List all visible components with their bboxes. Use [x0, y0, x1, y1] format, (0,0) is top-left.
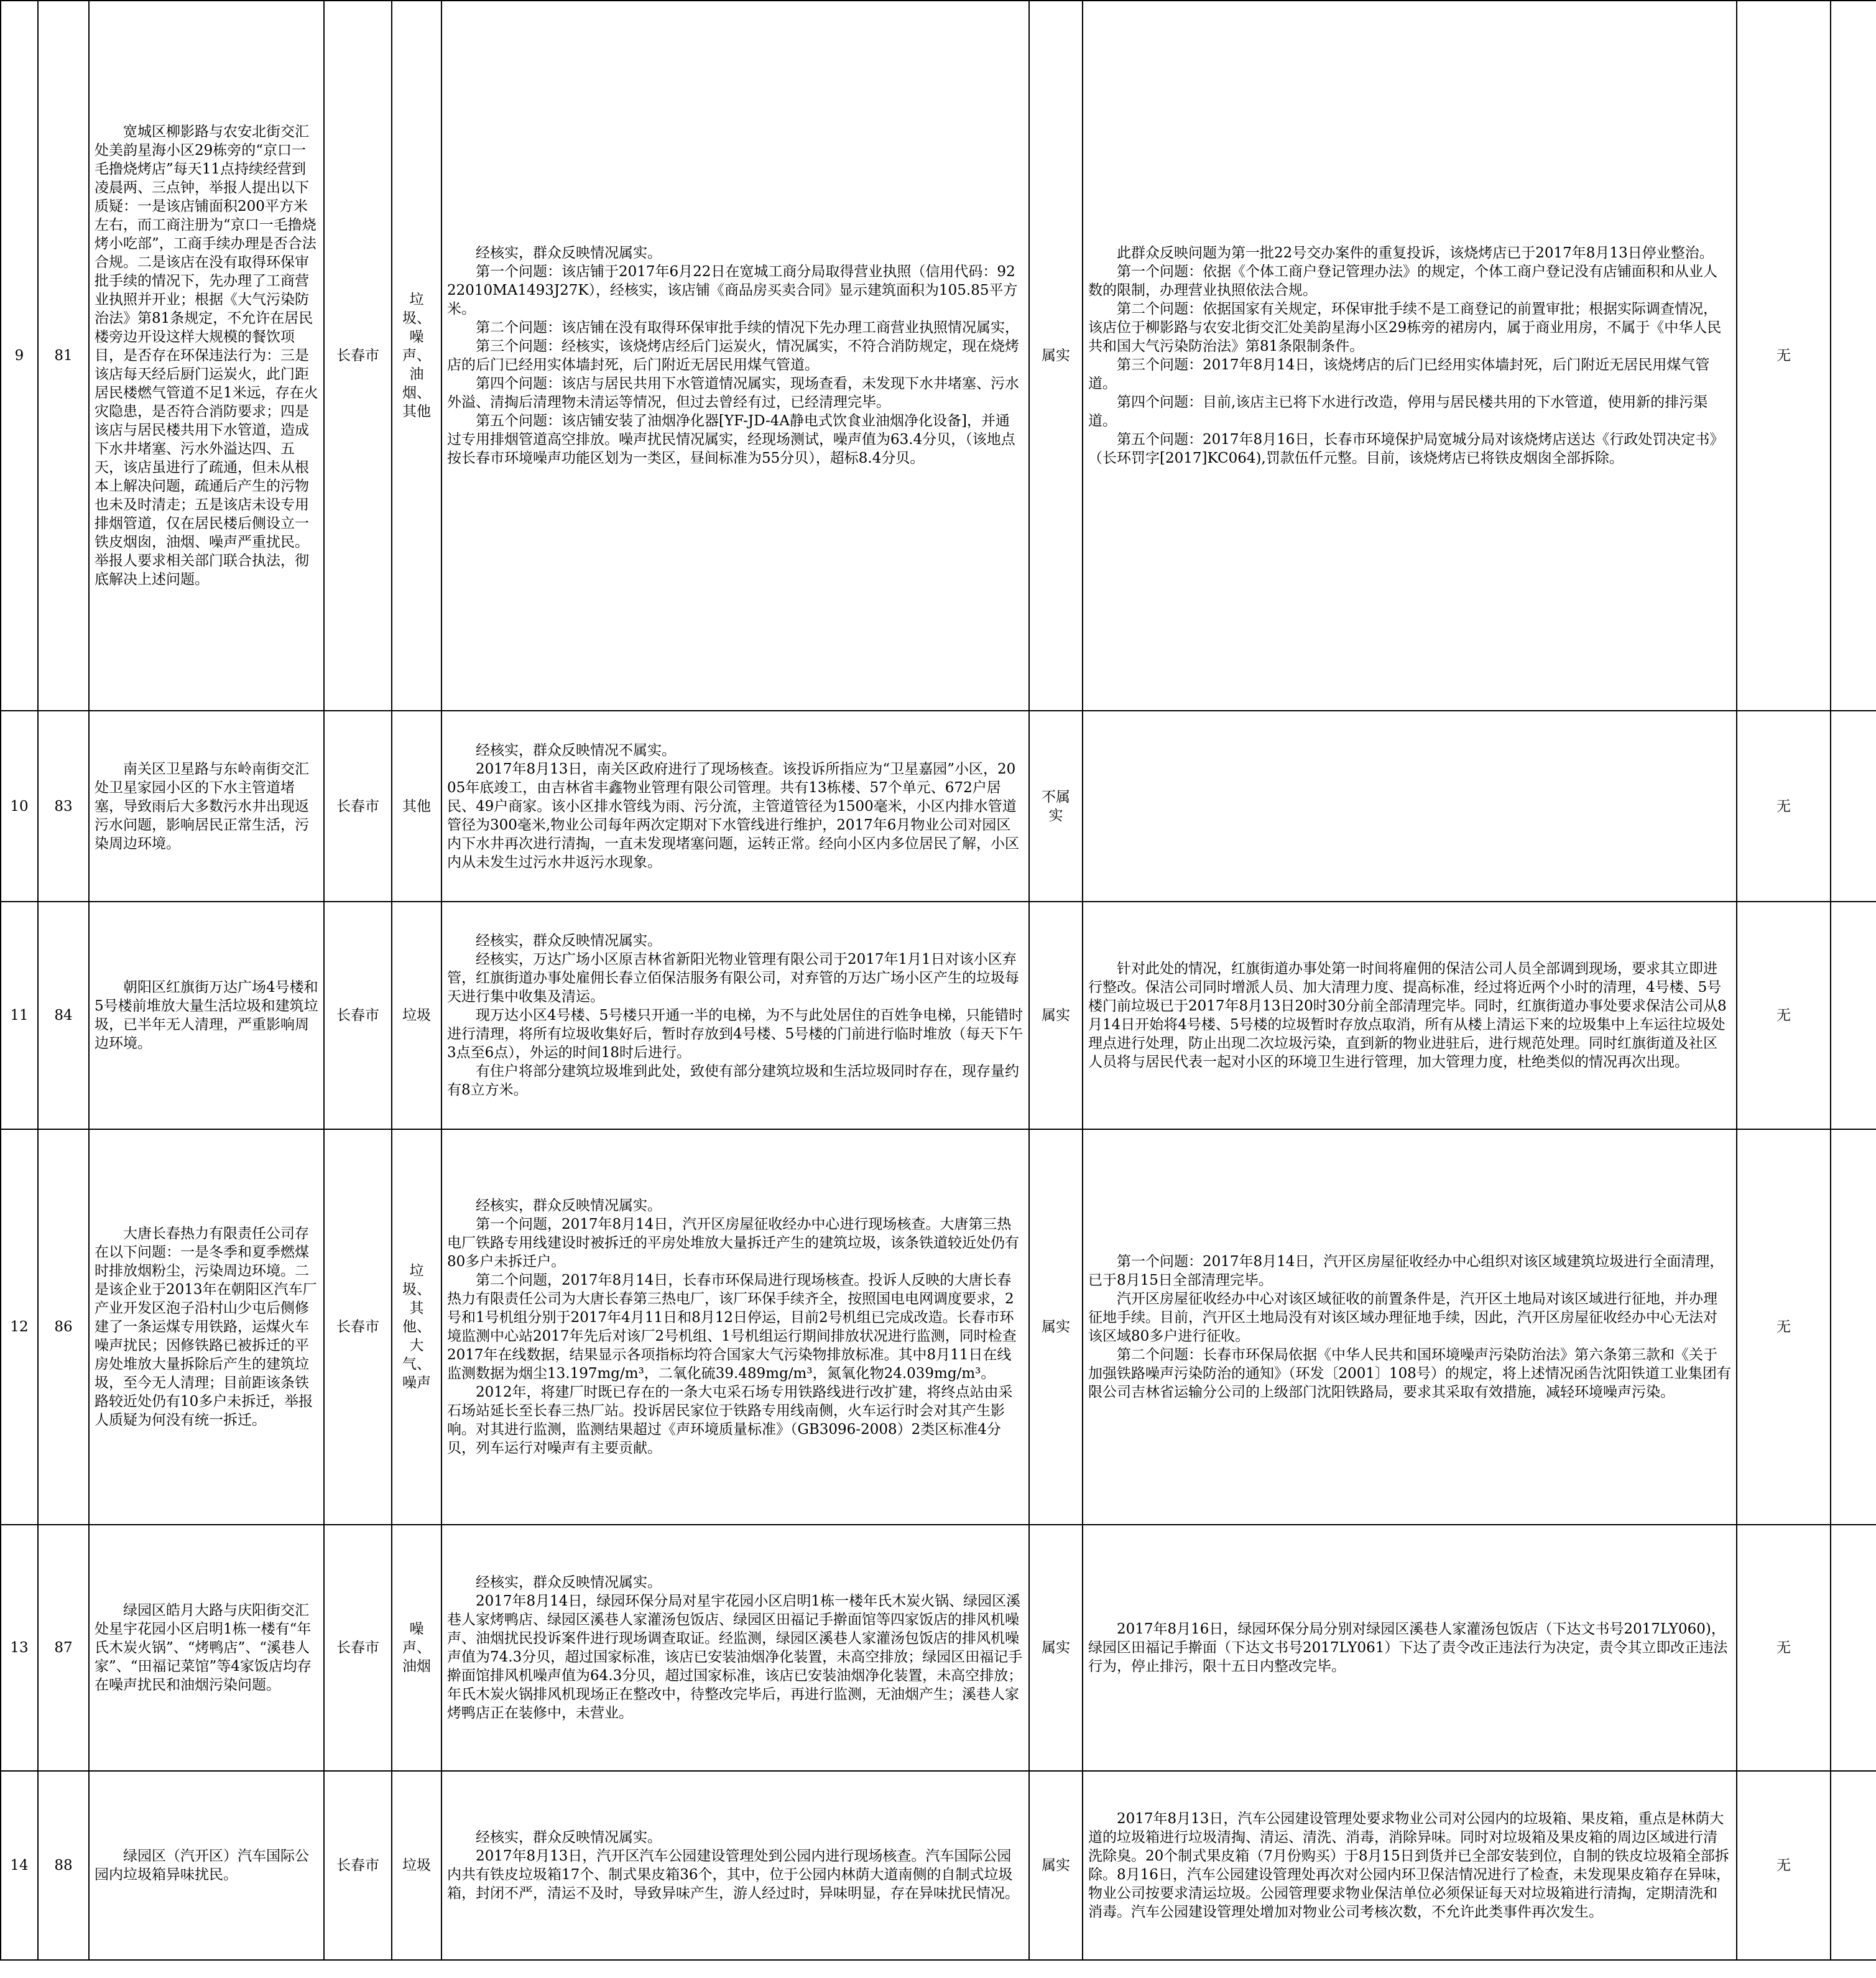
blank-cell: [1831, 1525, 1876, 1771]
table-row: [1, 1525, 1876, 1771]
row-index-cell: [1, 1, 38, 711]
verification-paragraph: 第一个问题：该店铺于2017年6月22日在宽城工商分局取得营业执照（信用代码：9222010MA1493J27K），经核实，该店铺《商品房买卖合同》显示建筑面积为105.85平方米。: [447, 264, 1018, 317]
city-cell: [324, 1525, 392, 1771]
verification-cell: [441, 1771, 1029, 1960]
complaint-cell: [89, 902, 324, 1129]
result-text: 不属实: [1042, 788, 1070, 824]
rectification-paragraph: 此群众反映问题为第一批22号交办案件的重复投诉，该烧烤店已于2017年8月13日停业整治。: [1117, 245, 1714, 261]
verification-paragraph: 第四个问题：该店与居民共用下水管道情况属实，现场查看，未发现下水井堵塞、污水外溢、清掏后清理物未清运等情况，但过去曾经有过，已经清理完毕。: [447, 376, 1019, 410]
table-row: [1, 1771, 1876, 1960]
pollution-type-text: 垃圾、其他、大气、噪声: [402, 1263, 431, 1391]
row-index-cell: [1, 711, 38, 902]
rectification-paragraph: 第五个问题：2017年8月16日，长春市环境保护局宽城分局对该烧烤店送达《行政处罚决定书》（长环罚字[2017]KC064),罚款伍仟元整。目前，该烧烤店已将铁皮烟囱全部拆除。: [1088, 432, 1724, 466]
result-text: 属实: [1042, 1857, 1070, 1874]
accountability-text: 无: [1777, 1857, 1791, 1874]
row-index: 14: [10, 1857, 29, 1874]
pollution-type-cell: [392, 1525, 441, 1771]
pollution-type-text: 垃圾、噪声、油烟、其他: [402, 292, 431, 420]
city-cell: [324, 1129, 392, 1525]
case-number-cell: [38, 1129, 89, 1525]
row-index-cell: [1, 1525, 38, 1771]
city-cell: [324, 1, 392, 711]
rectification-paragraph: 第四个问题：目前,该店主已将下水进行改造，停用与居民楼共用的下水管道，使用新的排污渠道。: [1088, 394, 1708, 429]
pollution-type-cell: [392, 902, 441, 1129]
accountability-text: 无: [1777, 1319, 1791, 1335]
verification-paragraph: 2017年8月13日，汽开区汽车公园建设管理处到公园内进行现场核查。汽车国际公园内共有铁皮垃圾箱17个、制式果皮箱36个，其中，位于公园内林荫大道南侧的自制式垃圾箱，封闭不严，清运不及时，导致异味产生，游人经过时，异味明显，存在异味扰民情况。: [447, 1848, 1019, 1902]
rectification-paragraph: 针对此处的情况，红旗街道办事处第一时间将雇佣的保洁公司人员全部调到现场，要求其立即进行整改。保洁公司同时增派人员、加大清理力度、提高标准，经过将近两个小时的清理，4号楼、5号楼门前垃圾已于2017年8月13日20时30分前全部清理完毕。同时，红旗街道办事处要求保洁公司从8月14日开始将4号楼、5号楼的垃圾暂时存放点取消，所有从楼上清运下来的垃圾集中上车运往垃圾处理点进行处理，防止出现二次垃圾污染，直到新的物业进驻后，进行规范处理。同时红旗街道及社区人员将与居民代表一起对小区的环境卫生进行管理，加大管理力度，杜绝类似的情况再次出现。: [1088, 961, 1727, 1070]
city-cell: [324, 902, 392, 1129]
result-cell: [1029, 1525, 1083, 1771]
accountability-text: 无: [1777, 1640, 1791, 1656]
city-cell: [324, 1771, 392, 1960]
city-text: 长春市: [336, 348, 379, 364]
verification-paragraph: 经核实，万达广场小区原吉林省新阳光物业管理有限公司于2017年1月1日对该小区弃管，红旗街道办事处雇佣长春立佰保洁服务有限公司，对弃管的万达广场小区产生的垃圾每天进行集中收集及清运。: [447, 951, 1019, 1005]
case-number-cell: [38, 1525, 89, 1771]
blank-cell: [1831, 1771, 1876, 1960]
complaint-cell: [89, 1, 324, 711]
accountability-cell: [1737, 711, 1831, 902]
blank-cell: [1831, 1, 1876, 711]
accountability-cell: [1737, 1525, 1831, 1771]
verification-cell: [441, 1525, 1029, 1771]
rectification-paragraph: 第三个问题：2017年8月14日，该烧烤店的后门已经用实体墙封死，后门附近无居民用煤气管道。: [1088, 357, 1710, 392]
row-index: 10: [10, 798, 29, 815]
pollution-type-text: 垃圾: [402, 1857, 431, 1874]
rectification-paragraph: 2017年8月16日，绿园环保分局分别对绿园区溪巷人家灌汤包饭店（下达文书号2017LY060)，绿园区田福记手擀面（下达文书号2017LY061）下达了责令改正违法行为决定，责令其立即改正违法行为，停止排污，限十五日内整改完毕。: [1088, 1621, 1728, 1675]
accountability-cell: [1737, 902, 1831, 1129]
row-index: 9: [14, 348, 24, 364]
accountability-text: 无: [1777, 798, 1791, 815]
rectification-cell: [1083, 1129, 1737, 1525]
rectification-cell: [1083, 1, 1737, 711]
result-cell: [1029, 1129, 1083, 1525]
complaint-text: 绿园区皓月大路与庆阳街交汇处星宇花园小区启明1栋一楼有“年氏木炭火锅”、“烤鸭店”、“溪巷人家”、“田福记菜馆”等4家饭店均存在噪声扰民和油烟污染问题。: [95, 1602, 312, 1693]
rectification-paragraph: 2017年8月13日，汽车公园建设管理处要求物业公司对公园内的垃圾箱、果皮箱，重点是林荫大道的垃圾箱进行垃圾清掏、清运、清洗、消毒，消除异味。同时对垃圾箱及果皮箱的周边区域进行清洗除臭。20个制式果皮箱（7月份购买）于8月15日到货并已全部安装到位，自制的铁皮垃圾箱全部拆除。8月16日，汽车公园建设管理处再次对公园内环卫保洁情况进行了检查，未发现果皮箱存在异味，物业公司按要求清运垃圾。公园管理要求物业保洁单位必须保证每天对垃圾箱进行清掏，定期清洗和消毒。汽车公园建设管理处增加对物业公司考核次数，不允许此类事件再次发生。: [1088, 1811, 1730, 1920]
accountability-cell: [1737, 1771, 1831, 1960]
complaint-cell: [89, 1525, 324, 1771]
case-number: 81: [54, 348, 73, 364]
verification-paragraph: 经核实，群众反映情况属实。: [476, 933, 662, 949]
row-index-cell: [1, 1771, 38, 1960]
result-cell: [1029, 711, 1083, 902]
result-cell: [1029, 1771, 1083, 1960]
verification-paragraph: 经核实，群众反映情况属实。: [476, 1574, 662, 1591]
pollution-type-text: 其他: [402, 798, 431, 815]
complaint-text: 绿园区（汽开区）汽车国际公园内垃圾箱异味扰民。: [95, 1848, 309, 1883]
row-index-cell: [1, 902, 38, 1129]
verification-paragraph: 第五个问题：该店铺安装了油烟净化器[YF-JD-4A静电式饮食业油烟净化设备]，并通过专用排烟管道高空排放。噪声扰民情况属实，经现场测试，噪声值为63.4分贝，（该地点按长春市环境噪声功能区划为一类区，昼间标准为55分贝），超标8.4分贝。: [447, 413, 1015, 466]
complaint-text: 宽城区柳影路与农安北街交汇处美韵星海小区29栋旁的“京口一毛撸烧烤店”每天11点持续经营到凌晨两、三点钟，举报人提出以下质疑：一是该店铺面积200平方米左右，而工商注册为“京口一毛撸烧烤小吃部”，工商手续办理是否合法合规。二是该店在没有取得环保审批手续的情况下，先办理了工商营业执照并开业；根据《大气污染防治法》第81条规定，不允许在居民楼旁边开设这样大规模的餐饮项目，是否存在环保违法行为：三是该店每天经后厨门运炭火，此门距居民楼燃气管道不足1米远，存在火灾隐患，是否符合消防要求；四是该店与居民楼共用下水管道，造成下水井堵塞、污水外溢达四、五天，该店虽进行了疏通，但未从根本上解决问题，疏通后产生的污物也未及时清走；五是该店未设专用排烟管道，仅在居民楼后侧设立一铁皮烟囱，油烟、噪声严重扰民。举报人要求相关部门联合执法，彻底解决上述问题。: [95, 124, 318, 588]
result-text: 属实: [1042, 348, 1070, 364]
complaint-text: 南关区卫星路与东岭南街交汇处卫星家园小区的下水主管道堵塞，导致雨后大多数污水井出现返污水问题，影响居民正常生活，污染周边环境。: [95, 760, 309, 852]
verification-paragraph: 第三个问题：经核实，该烧烤店经后门运炭火，情况属实，不符合消防规定，现在烧烤店的后门已经用实体墙封死，后门附近无居民用煤气管道。: [447, 338, 1019, 373]
row-index: 13: [10, 1640, 29, 1656]
verification-paragraph: 第二个问题，2017年8月14日，长春市环保局进行现场核查。投诉人反映的大唐长春热力有限责任公司为大唐长春第三热电厂，该厂环保手续齐全，按照国电电网调度要求，2号和1号机组分别于2017年4月11日和8月12日停运，目前2号机组已完成改造。长春市环境监测中心站2017年先后对该厂2号机组、1号机组运行期间排放状况进行监测，同时检查2017年在线数据，结果显示各项指标均符合国家大气污染物排放标准。其中8月11日在线监测数据为烟尘13.197mg/m³，二氧化硫39.489mg/m³，氮氧化物24.039mg/m³。: [447, 1272, 1017, 1382]
pollution-type-cell: [392, 1, 441, 711]
city-text: 长春市: [336, 1857, 379, 1874]
city-text: 长春市: [336, 1007, 379, 1024]
rectification-paragraph: 第二个问题：依据国家有关规定，环保审批手续不是工商登记的前置审批；根据实际调查情况，该店位于柳影路与农安北街交汇处美韵星海小区29栋旁的裙房内，属于商业用房，不属于《中华人民共和国大气污染防治法》第81条限制条件。: [1088, 301, 1722, 354]
rectification-paragraph: 汽开区房屋征收经办中心对该区域征收的前置条件是，汽开区土地局对该区域进行征地，并办理征地手续。目前，汽开区土地局没有对该区域办理征地手续，因此，汽开区房屋征收经办中心无法对该区域80多户进行征收。: [1088, 1291, 1717, 1344]
result-text: 属实: [1042, 1640, 1070, 1656]
complaint-text: 大唐长春热力有限责任公司存在以下问题：一是冬季和夏季燃煤时排放烟粉尘，污染周边环境。二是该企业于2013年在朝阳区汽车厂产业开发区泡子沿村山少屯后侧修建了一条运煤专用铁路，运煤火车噪声扰民；因修铁路已被拆迁的平房处堆放大量拆除后产生的建筑垃圾，至今无人清理；目前距该条铁路较近处仍有10多户未拆迁，举报人质疑为何没有统一拆迁。: [95, 1226, 317, 1428]
case-number: 86: [54, 1319, 73, 1335]
pollution-type-cell: [392, 1771, 441, 1960]
city-text: 长春市: [336, 1640, 379, 1656]
table-row: [1, 1, 1876, 711]
verification-paragraph: 2017年8月14日，绿园环保分局对星宇花园小区启明1栋一楼年氏木炭火锅、绿园区溪巷人家烤鸭店、绿园区溪巷人家灌汤包饭店、绿园区田福记手擀面馆等四家饭店的排风机噪声、油烟扰民投诉案件进行现场调查取证。经监测，绿园区溪巷人家灌汤包饭店的排风机噪声值为74.3分贝，超过国家标准，该店已安装油烟净化装置，未高空排放；绿园区田福记手擀面馆排风机噪声值为64.3分贝，超过国家标准，该店已安装油烟净化装置，未高空排放；年氏木炭火锅排风机现场正在整改中，待整改完毕后，再进行监测，无油烟产生；溪巷人家烤鸭店正在装修中，未营业。: [447, 1593, 1023, 1721]
blank-cell: [1831, 902, 1876, 1129]
complaint-text: 朝阳区红旗街万达广场4号楼和5号楼前堆放大量生活垃圾和建筑垃圾，已半年无人清理，严重影响周边环境。: [95, 979, 318, 1051]
table-row: [1, 902, 1876, 1129]
row-index-cell: [1, 1129, 38, 1525]
complaint-cell: [89, 711, 324, 902]
complaint-cell: [89, 1771, 324, 1960]
city-cell: [324, 711, 392, 902]
pollution-type-cell: [392, 1129, 441, 1525]
accountability-cell: [1737, 1, 1831, 711]
city-text: 长春市: [336, 1319, 379, 1335]
rectification-paragraph: 第一个问题：2017年8月14日，汽开区房屋征收经办中心组织对该区域建筑垃圾进行全面清理，已于8月15日全部清理完毕。: [1088, 1254, 1724, 1288]
verification-paragraph: 第二个问题：该店铺在没有取得环保审批手续的情况下先办理工商营业执照情况属实，: [476, 320, 1019, 336]
case-number-cell: [38, 1771, 89, 1960]
result-cell: [1029, 902, 1083, 1129]
case-number: 88: [54, 1857, 73, 1874]
verification-cell: [441, 1129, 1029, 1525]
rectification-paragraph: 第二个问题：长春市环保局依据《中华人民共和国环境噪声污染防治法》第六条第三款和《关于加强铁路噪声污染防治的通知》（环发〔2001〕108号）的规定，将上述情况函告沈阳铁道工业集团有限公司吉林省运输分公司的上级部门沈阳铁路局，要求其采取有效措施，减轻环境噪声污染。: [1088, 1347, 1731, 1400]
blank-cell: [1831, 711, 1876, 902]
rectification-paragraph: 第一个问题：依据《个体工商户登记管理办法》的规定，个体工商户登记没有店铺面积和从业人数的限制，办理营业执照依法合规。: [1088, 264, 1717, 298]
case-number-cell: [38, 902, 89, 1129]
rectification-cell: [1083, 711, 1737, 902]
verification-paragraph: 经核实，群众反映情况属实。: [476, 1198, 662, 1214]
verification-paragraph: 有住户将部分建筑垃圾堆到此处，致使有部分建筑垃圾和生活垃圾同时存在，现存量约有8立方米。: [447, 1063, 1019, 1098]
verification-cell: [441, 1, 1029, 711]
case-number-cell: [38, 711, 89, 902]
verification-paragraph: 经核实，群众反映情况不属实。: [476, 742, 676, 759]
verification-paragraph: 2017年8月13日，南关区政府进行了现场核查。该投诉所指应为“卫星嘉园”小区，2005年底竣工，由吉林省丰鑫物业管理有限公司管理。共有13栋楼、57个单元、672户居民、49户商家。该小区排水管线为雨、污分流，主管道管径为1500毫米，小区内排水管道管径为300毫米,物业公司每年两次定期对下水管线进行维护，2017年6月物业公司对园区内下水井再次进行清掏，一直未发现堵塞问题，运转正常。经向小区内多位居民了解，小区内从未发生过污水井返污水现象。: [447, 760, 1019, 871]
row-index: 11: [10, 1007, 29, 1024]
accountability-text: 无: [1777, 348, 1791, 364]
blank-cell: [1831, 1129, 1876, 1525]
accountability-cell: [1737, 1129, 1831, 1525]
verification-paragraph: 2012年，将建厂时既已存在的一条大屯采石场专用铁路线进行改扩建，将终点站由采石场站延长至长春三热厂站。投诉居民家位于铁路专用线南侧，火车运行时会对其产生影响。对其进行监测，监测结果超过《声环境质量标准》（GB3096-2008）2类区标准4分贝，列车运行对噪声有主要贡献。: [447, 1384, 1013, 1456]
result-cell: [1029, 1, 1083, 711]
rectification-cell: [1083, 902, 1737, 1129]
table-row: [1, 711, 1876, 902]
case-number: 84: [54, 1007, 73, 1024]
verification-cell: [441, 711, 1029, 902]
case-number-cell: [38, 1, 89, 711]
verification-paragraph: 第一个问题，2017年8月14日，汽开区房屋征收经办中心进行现场核查。大唐第三热电厂铁路专用线建设时被拆迁的平房处堆放大量拆迁产生的建筑垃圾，该条铁道较近处仍有80多户未拆迁户。: [447, 1216, 1019, 1270]
verification-paragraph: 经核实，群众反映情况属实。: [476, 1829, 662, 1846]
result-text: 属实: [1042, 1007, 1070, 1024]
rectification-cell: [1083, 1771, 1737, 1960]
pollution-type-text: 垃圾: [402, 1007, 431, 1024]
verification-cell: [441, 902, 1029, 1129]
table-row: [1, 1129, 1876, 1525]
result-text: 属实: [1042, 1319, 1070, 1335]
complaint-cell: [89, 1129, 324, 1525]
row-index: 12: [10, 1319, 29, 1335]
pollution-type-text: 噪声、油烟: [402, 1621, 431, 1675]
rectification-cell: [1083, 1525, 1737, 1771]
case-number: 87: [54, 1640, 73, 1656]
verification-paragraph: 现万达小区4号楼、5号楼只开通一半的电梯，为不与此处居住的百姓争电梯，只能错时进行清理，将所有垃圾收集好后，暂时存放到4号楼、5号楼的门前进行临时堆放（每天下午3点至6点），外运的时间18时后进行。: [447, 1007, 1023, 1061]
verification-paragraph: 经核实，群众反映情况属实。: [476, 245, 662, 261]
accountability-text: 无: [1777, 1007, 1791, 1024]
table-body: [1, 1, 1876, 1960]
case-number: 83: [54, 798, 73, 815]
city-text: 长春市: [336, 798, 379, 815]
pollution-type-cell: [392, 711, 441, 902]
